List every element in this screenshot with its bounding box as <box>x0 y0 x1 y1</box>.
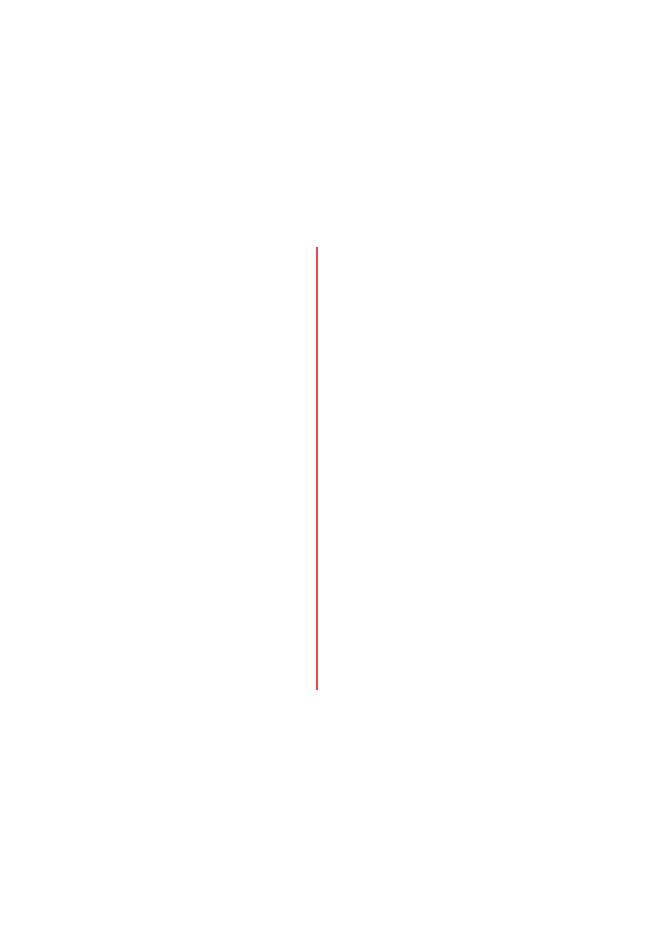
qr-code-icon[interactable] <box>420 730 496 806</box>
column-divider <box>316 247 318 690</box>
